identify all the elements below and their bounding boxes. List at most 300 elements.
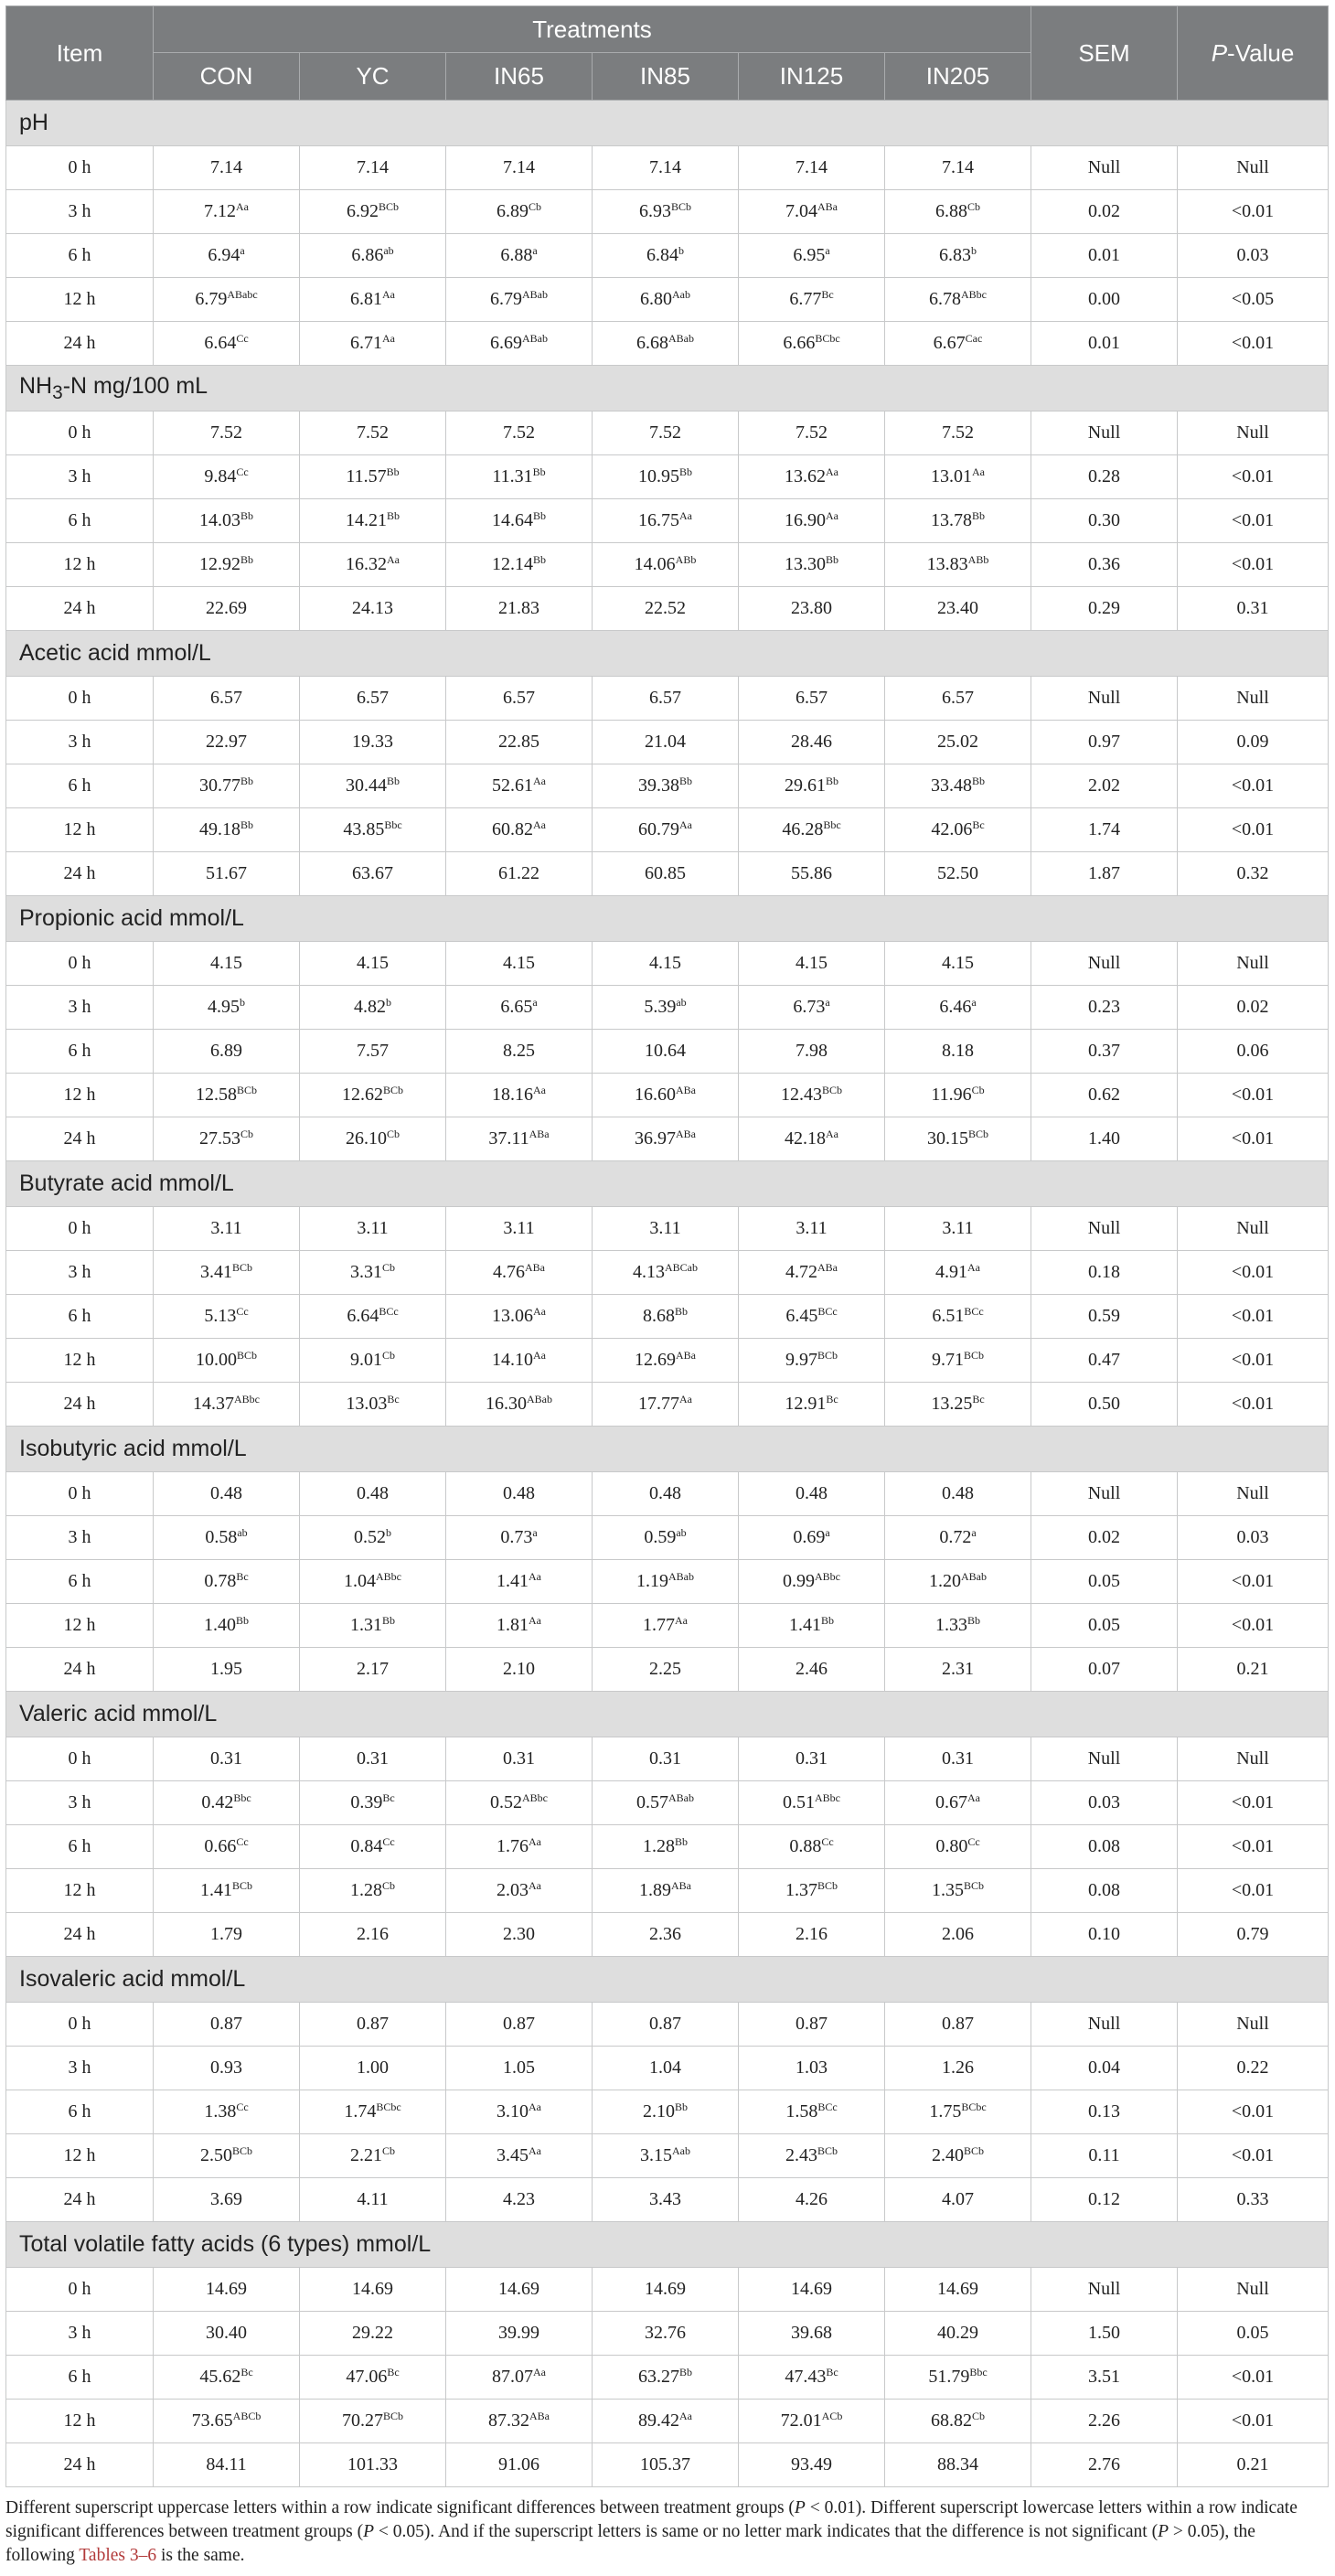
value-cell	[300, 1383, 446, 1427]
time-cell: 12 h	[6, 543, 154, 587]
value-number: 22.85	[498, 732, 539, 752]
header-treatment-in65: IN65	[446, 53, 593, 101]
significance-letters: BCb	[231, 2144, 252, 2157]
value-cell	[739, 1648, 885, 1692]
pvalue-cell: <0.01	[1178, 322, 1329, 366]
value-number: 12.92	[198, 554, 240, 574]
value-number: 6.66	[783, 333, 816, 353]
value-cell	[446, 1207, 593, 1251]
value-cell	[885, 1207, 1031, 1251]
sem-cell: 0.04	[1031, 2047, 1178, 2090]
value-number: 60.85	[645, 863, 686, 883]
time-cell: 0 h	[6, 2003, 154, 2047]
value-number: 14.37	[193, 1394, 234, 1414]
value-cell	[739, 2134, 885, 2178]
value-number: 42.06	[931, 819, 973, 839]
significance-letters: ABab	[522, 288, 548, 301]
value-cell	[300, 1295, 446, 1339]
sem-cell: 2.76	[1031, 2443, 1178, 2487]
sem-cell: 0.28	[1031, 455, 1178, 499]
time-cell: 24 h	[6, 852, 154, 896]
value-number: 4.13	[633, 1262, 665, 1282]
value-number: 30.77	[198, 775, 240, 796]
value-cell	[154, 234, 300, 278]
value-number: 55.86	[791, 863, 832, 883]
value-cell	[446, 1648, 593, 1692]
table-row	[6, 942, 1329, 986]
value-cell	[300, 322, 446, 366]
value-cell	[593, 1516, 739, 1560]
value-number: 9.97	[785, 1350, 817, 1370]
value-cell	[300, 2268, 446, 2312]
pvalue-cell: Null	[1178, 1472, 1329, 1516]
value-cell	[300, 1117, 446, 1161]
value-number: 6.80	[640, 289, 672, 309]
significance-letters: b	[678, 244, 684, 257]
value-number: 0.87	[210, 2014, 242, 2034]
value-cell	[593, 190, 739, 234]
value-cell	[739, 986, 885, 1030]
table-row	[6, 2356, 1329, 2400]
value-number: 6.57	[503, 688, 535, 708]
value-cell	[885, 2356, 1031, 2400]
value-cell	[300, 942, 446, 986]
significance-letters: ABab	[668, 332, 694, 345]
group-title-part: Isovaleric acid mmol/L	[19, 1966, 246, 1992]
table-row	[6, 499, 1329, 543]
value-number: 7.52	[942, 422, 974, 443]
sem-cell: 0.03	[1031, 1781, 1178, 1825]
value-number: 13.06	[492, 1306, 533, 1326]
time-cell: 24 h	[6, 322, 154, 366]
value-number: 2.36	[649, 1924, 681, 1944]
header-treatment-in125: IN125	[739, 53, 885, 101]
pvalue-cell: <0.01	[1178, 764, 1329, 808]
significance-letters: Aa	[967, 1261, 980, 1274]
value-cell	[300, 721, 446, 764]
pvalue-cell: <0.01	[1178, 1825, 1329, 1869]
value-number: 6.78	[929, 289, 961, 309]
table-row	[6, 1295, 1329, 1339]
value-number: 0.52	[490, 1792, 522, 1812]
significance-letters: Aa	[972, 465, 985, 478]
significance-letters: Bb	[825, 553, 838, 566]
significance-letters: Aa	[533, 818, 546, 831]
value-cell	[593, 721, 739, 764]
value-number: 0.31	[357, 1748, 389, 1769]
value-cell	[154, 2400, 300, 2443]
significance-letters: Aa	[529, 2144, 541, 2157]
value-cell	[593, 2047, 739, 2090]
value-number: 1.35	[931, 1880, 964, 1900]
significance-letters: Bb	[971, 775, 985, 787]
value-number: 6.95	[793, 245, 826, 265]
table-row	[6, 1339, 1329, 1383]
value-cell	[885, 2134, 1031, 2178]
value-number: 1.05	[503, 2058, 535, 2078]
significance-letters: BCbc	[815, 332, 840, 345]
time-cell: 24 h	[6, 2443, 154, 2487]
sem-cell: Null	[1031, 1737, 1178, 1781]
value-number: 1.75	[929, 2101, 962, 2122]
value-cell	[446, 2356, 593, 2400]
value-cell	[446, 1913, 593, 1957]
value-number: 1.79	[210, 1924, 242, 1944]
sem-cell: 0.30	[1031, 499, 1178, 543]
significance-letters: BCb	[382, 2410, 403, 2422]
value-cell	[739, 2268, 885, 2312]
value-cell	[739, 190, 885, 234]
value-number: 40.29	[937, 2323, 978, 2343]
footnote-p-symbol-1: P	[794, 2498, 806, 2517]
value-number: 37.11	[488, 1128, 529, 1149]
value-cell	[885, 721, 1031, 764]
value-number: 4.76	[493, 1262, 525, 1282]
value-number: 13.62	[785, 466, 826, 486]
value-cell	[593, 942, 739, 986]
value-cell	[593, 2356, 739, 2400]
value-number: 1.95	[210, 1659, 242, 1679]
sem-cell: 0.18	[1031, 1251, 1178, 1295]
significance-letters: ABabc	[227, 288, 258, 301]
significance-letters: Bb	[674, 1835, 688, 1848]
value-number: 6.68	[636, 333, 668, 353]
value-cell	[446, 2003, 593, 2047]
value-cell	[300, 764, 446, 808]
value-cell	[446, 2178, 593, 2222]
value-cell	[885, 986, 1031, 1030]
value-number: 1.26	[942, 2058, 974, 2078]
value-number: 2.46	[796, 1659, 828, 1679]
value-cell	[446, 1869, 593, 1913]
value-cell	[154, 2090, 300, 2134]
table-row	[6, 2312, 1329, 2356]
value-cell	[885, 1869, 1031, 1913]
significance-letters: Cac	[965, 332, 983, 345]
value-cell	[593, 455, 739, 499]
sem-cell: 2.26	[1031, 2400, 1178, 2443]
group-title	[6, 1957, 1329, 2003]
value-cell	[593, 1869, 739, 1913]
significance-letters: Bb	[532, 509, 546, 522]
time-cell: 12 h	[6, 1869, 154, 1913]
value-cell	[739, 543, 885, 587]
value-number: 3.11	[796, 1218, 828, 1238]
value-cell	[154, 587, 300, 631]
value-number: 0.67	[935, 1792, 967, 1812]
value-number: 0.80	[935, 1836, 968, 1856]
value-number: 7.52	[649, 422, 681, 443]
value-number: 4.15	[210, 953, 242, 973]
value-number: 3.43	[649, 2189, 681, 2209]
significance-letters: a	[240, 244, 245, 257]
time-cell: 24 h	[6, 1117, 154, 1161]
value-number: 16.32	[346, 554, 387, 574]
value-cell	[154, 677, 300, 721]
time-cell: 3 h	[6, 986, 154, 1030]
value-number: 0.48	[503, 1483, 535, 1503]
value-cell	[154, 1560, 300, 1604]
value-cell	[154, 721, 300, 764]
significance-letters: Bb	[240, 509, 253, 522]
value-number: 3.45	[497, 2145, 529, 2165]
significance-letters: Bc	[826, 1393, 838, 1406]
value-cell	[593, 146, 739, 190]
value-cell	[739, 721, 885, 764]
value-number: 11.96	[931, 1085, 972, 1105]
value-cell	[885, 146, 1031, 190]
table-row	[6, 2400, 1329, 2443]
sem-cell: 0.13	[1031, 2090, 1178, 2134]
significance-letters: BCc	[379, 1305, 399, 1318]
time-cell: 3 h	[6, 1516, 154, 1560]
sem-cell: Null	[1031, 2268, 1178, 2312]
value-cell	[885, 942, 1031, 986]
value-number: 6.57	[357, 688, 389, 708]
pvalue-cell: <0.01	[1178, 2134, 1329, 2178]
value-cell	[300, 1074, 446, 1117]
value-number: 1.38	[204, 2101, 237, 2122]
group-title	[6, 1161, 1329, 1207]
value-number: 0.48	[357, 1483, 389, 1503]
significance-letters: BCb	[378, 200, 399, 213]
significance-letters: Bc	[821, 288, 834, 301]
significance-letters: ABa	[529, 1128, 550, 1140]
time-cell: 0 h	[6, 2268, 154, 2312]
value-number: 63.27	[637, 2367, 679, 2387]
time-cell: 6 h	[6, 1030, 154, 1074]
significance-letters: a	[532, 1526, 538, 1539]
value-cell	[739, 412, 885, 455]
value-cell	[154, 2443, 300, 2487]
value-number: 1.33	[934, 1615, 967, 1635]
time-cell: 6 h	[6, 1295, 154, 1339]
value-cell	[300, 2443, 446, 2487]
value-number: 0.31	[796, 1748, 828, 1769]
value-number: 4.26	[796, 2189, 828, 2209]
time-cell: 24 h	[6, 587, 154, 631]
significance-letters: Aa	[679, 2410, 692, 2422]
group-row	[6, 2222, 1329, 2268]
table-row	[6, 2178, 1329, 2222]
table-row	[6, 190, 1329, 234]
value-number: 4.95	[208, 997, 240, 1017]
sem-cell: Null	[1031, 1207, 1178, 1251]
value-number: 6.57	[649, 688, 681, 708]
significance-letters: BCc	[964, 1305, 984, 1318]
pvalue-cell: Null	[1178, 942, 1329, 986]
value-cell	[739, 1781, 885, 1825]
value-number: 12.43	[780, 1085, 822, 1105]
significance-letters: ABbc	[376, 1570, 401, 1583]
footnote-text-2: < 0.01). Different superscript lowercase letters within a row indicate significant differences between treatment groups (	[5, 2498, 1298, 2541]
value-cell	[593, 1825, 739, 1869]
time-cell: 6 h	[6, 234, 154, 278]
value-cell	[446, 499, 593, 543]
value-number: 6.57	[210, 688, 242, 708]
value-number: 0.59	[644, 1527, 677, 1547]
value-cell	[154, 455, 300, 499]
group-title	[6, 631, 1329, 677]
value-number: 2.06	[942, 1924, 974, 1944]
value-number: 1.19	[636, 1571, 668, 1591]
group-row	[6, 631, 1329, 677]
value-number: 0.58	[205, 1527, 238, 1547]
significance-letters: Aa	[679, 1393, 692, 1406]
value-number: 1.41	[199, 1880, 232, 1900]
time-cell: 0 h	[6, 942, 154, 986]
value-cell	[300, 2356, 446, 2400]
table-row	[6, 721, 1329, 764]
value-number: 2.50	[199, 2145, 232, 2165]
table-row	[6, 543, 1329, 587]
value-number: 6.57	[942, 688, 974, 708]
value-cell	[593, 1560, 739, 1604]
sem-cell: 2.02	[1031, 764, 1178, 808]
value-number: 22.97	[206, 732, 247, 752]
value-cell	[300, 1869, 446, 1913]
value-cell	[446, 1604, 593, 1648]
group-row	[6, 1957, 1329, 2003]
significance-letters: ABab	[961, 1570, 987, 1583]
table-row	[6, 852, 1329, 896]
value-number: 19.33	[352, 732, 393, 752]
value-cell	[739, 852, 885, 896]
table-footnote	[5, 2496, 1328, 2568]
value-number: 3.11	[503, 1218, 535, 1238]
value-number: 39.68	[791, 2323, 832, 2343]
time-cell: 3 h	[6, 2047, 154, 2090]
value-cell	[300, 2090, 446, 2134]
group-title-part: Acetic acid mmol/L	[19, 640, 211, 666]
significance-letters: BCb	[817, 1349, 838, 1362]
value-cell	[885, 543, 1031, 587]
significance-letters: Aa	[533, 2366, 546, 2378]
significance-letters: Cb	[971, 1084, 985, 1096]
value-number: 2.43	[785, 2145, 817, 2165]
table-row	[6, 278, 1329, 322]
value-number: 4.72	[785, 1262, 817, 1282]
group-title-part: pH	[19, 110, 48, 135]
value-number: 68.82	[930, 2410, 972, 2431]
value-cell	[300, 986, 446, 1030]
value-cell	[885, 677, 1031, 721]
significance-letters: Aa	[675, 1614, 688, 1627]
value-number: 16.60	[635, 1085, 676, 1105]
footnote-p-symbol-3: P	[1158, 2522, 1169, 2541]
significance-letters: Bbc	[823, 818, 841, 831]
value-cell	[885, 2178, 1031, 2222]
significance-letters: Cc	[236, 2100, 249, 2113]
value-cell	[885, 2003, 1031, 2047]
value-cell	[300, 146, 446, 190]
significance-letters: b	[386, 996, 391, 1009]
table-row	[6, 1869, 1329, 1913]
sem-cell: Null	[1031, 1472, 1178, 1516]
footnote-text-4: > 0.05), the following	[5, 2522, 1255, 2565]
value-cell	[739, 1339, 885, 1383]
significance-letters: BCb	[963, 2144, 984, 2157]
value-number: 4.82	[354, 997, 386, 1017]
significance-letters: Bb	[240, 775, 253, 787]
significance-letters: Bb	[678, 465, 692, 478]
pvalue-cell: 0.03	[1178, 234, 1329, 278]
value-number: 6.81	[350, 289, 382, 309]
table-row	[6, 455, 1329, 499]
value-cell	[446, 1117, 593, 1161]
tables-link[interactable]: Tables 3–6	[79, 2546, 157, 2565]
value-number: 30.44	[345, 775, 387, 796]
value-cell	[300, 677, 446, 721]
header-treatment-in85: IN85	[593, 53, 739, 101]
value-number: 4.07	[942, 2189, 974, 2209]
time-cell: 0 h	[6, 1207, 154, 1251]
value-number: 0.87	[357, 2014, 389, 2034]
value-cell	[593, 2312, 739, 2356]
group-row	[6, 101, 1329, 146]
significance-letters: ABCb	[232, 2410, 262, 2422]
header-treatments: Treatments	[154, 6, 1031, 53]
value-cell	[739, 1383, 885, 1427]
value-cell	[300, 1781, 446, 1825]
table-row	[6, 2443, 1329, 2487]
value-number: 26.10	[345, 1128, 387, 1149]
value-number: 14.64	[491, 510, 533, 530]
time-cell: 3 h	[6, 1251, 154, 1295]
value-number: 12.62	[341, 1085, 383, 1105]
value-cell	[885, 764, 1031, 808]
significance-letters: ABb	[675, 553, 697, 566]
value-number: 0.31	[210, 1748, 242, 1769]
value-cell	[446, 808, 593, 852]
value-cell	[300, 1737, 446, 1781]
value-cell	[739, 1604, 885, 1648]
value-number: 87.32	[488, 2410, 529, 2431]
value-cell	[593, 1295, 739, 1339]
significance-letters: Bb	[532, 553, 546, 566]
value-cell	[446, 1251, 593, 1295]
time-cell: 24 h	[6, 1648, 154, 1692]
value-number: 0.87	[649, 2014, 681, 2034]
value-number: 6.83	[939, 245, 971, 265]
value-number: 0.87	[503, 2014, 535, 2034]
group-title	[6, 896, 1329, 942]
value-cell	[446, 1383, 593, 1427]
group-row	[6, 1692, 1329, 1737]
value-cell	[885, 1295, 1031, 1339]
value-number: 13.25	[931, 1394, 973, 1414]
table-row	[6, 234, 1329, 278]
value-number: 0.39	[350, 1792, 383, 1812]
pvalue-cell: 0.09	[1178, 721, 1329, 764]
value-cell	[446, 852, 593, 896]
value-number: 3.41	[199, 1262, 232, 1282]
significance-letters: Bbc	[233, 1791, 251, 1804]
value-number: 6.64	[204, 333, 237, 353]
value-cell	[154, 1781, 300, 1825]
group-title-part: Isobutyric acid mmol/L	[19, 1436, 247, 1461]
pvalue-cell: <0.01	[1178, 455, 1329, 499]
significance-letters: BCb	[963, 1879, 984, 1892]
sem-cell: Null	[1031, 146, 1178, 190]
value-number: 47.43	[785, 2367, 827, 2387]
table-row	[6, 1383, 1329, 1427]
sem-cell: Null	[1031, 677, 1178, 721]
footnote-text-3: < 0.05). And if the superscript letters is same or no letter mark indicates that the difference is not significant (	[374, 2522, 1159, 2541]
value-cell	[154, 2178, 300, 2222]
value-cell	[154, 986, 300, 1030]
pvalue-cell: <0.01	[1178, 1295, 1329, 1339]
